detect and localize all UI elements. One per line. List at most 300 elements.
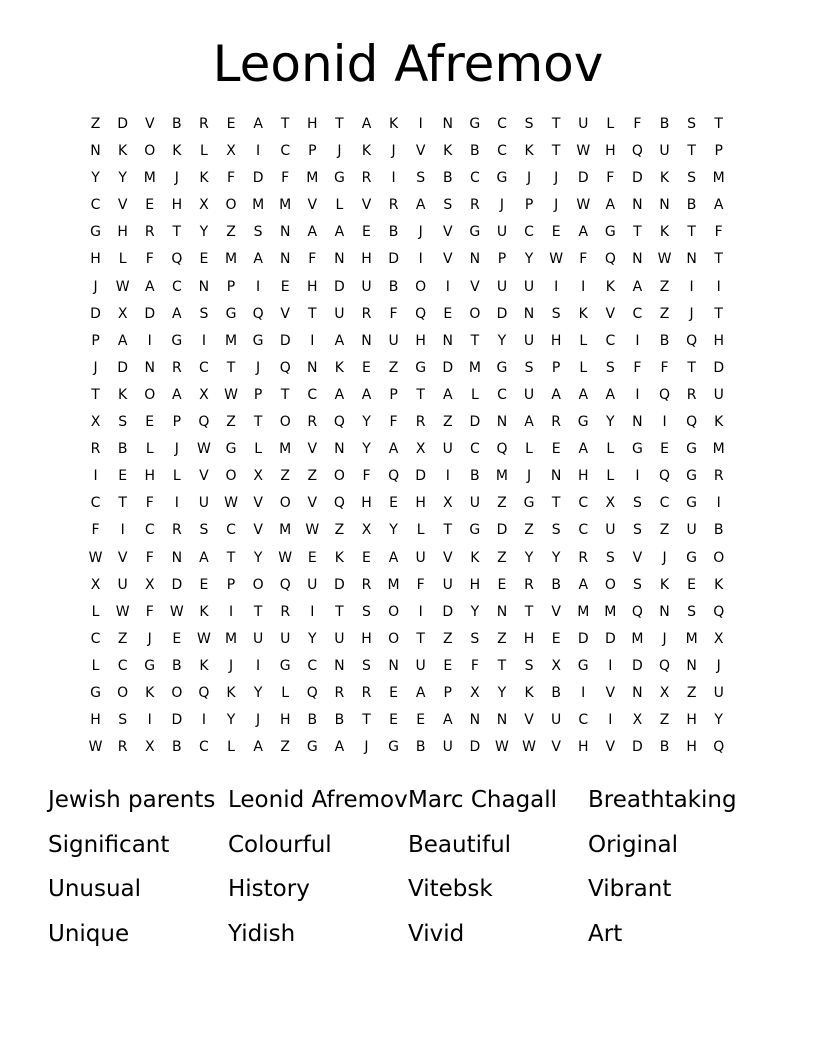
grid-row [82, 328, 742, 355]
grid-letter: S [632, 495, 642, 512]
grid-letter: H [577, 468, 589, 485]
grid-letter: U [280, 630, 291, 647]
grid-letter: X [90, 576, 101, 593]
grid-letter: J [174, 170, 179, 187]
grid-row [82, 165, 742, 192]
grid-letter: M [712, 170, 725, 187]
grid-letter: U [523, 332, 535, 349]
grid-letter: H [144, 468, 155, 485]
grid-letter: E [226, 116, 236, 132]
grid-letter: W [115, 603, 130, 620]
grid-letter: N [550, 468, 562, 485]
grid-letter: S [443, 197, 453, 214]
grid-letter: F [579, 251, 588, 268]
grid-letter: Z [226, 414, 236, 431]
grid-letter: V [442, 224, 453, 241]
grid-letter: H [307, 278, 318, 295]
grid-letter: B [659, 739, 670, 756]
grid-letter: E [362, 549, 371, 566]
grid-letter: G [496, 170, 508, 187]
grid-letter: J [554, 197, 559, 214]
grid-letter: E [389, 495, 398, 512]
grid-letter: K [199, 170, 209, 187]
grid-letter: S [118, 712, 128, 729]
grid-letter: V [605, 684, 616, 701]
grid-letter: K [714, 414, 724, 431]
grid-letter: Q [279, 576, 291, 593]
grid-letter: B [470, 468, 480, 485]
grid-row [82, 653, 742, 680]
grid-letter: S [470, 630, 480, 647]
grid-letter: A [144, 278, 155, 295]
grid-letter: S [605, 549, 615, 566]
grid-letter: N [307, 359, 318, 376]
grid-letter: Q [279, 359, 291, 376]
grid-letter: I [418, 251, 423, 268]
grid-letter: C [307, 386, 318, 403]
grid-letter: K [334, 549, 344, 566]
grid-letter: O [713, 549, 725, 566]
grid-letter: N [496, 414, 508, 431]
grid-letter: Q [415, 305, 427, 322]
grid-letter: G [333, 170, 345, 187]
grid-row [82, 219, 742, 246]
grid-letter: X [442, 495, 453, 512]
grid-letter: W [495, 739, 509, 756]
grid-letter: D [632, 170, 643, 187]
grid-row [82, 517, 742, 544]
grid-letter: M [279, 197, 292, 214]
grid-letter: F [145, 251, 154, 268]
grid-letter: C [199, 739, 209, 756]
grid-row [82, 301, 742, 328]
grid-letter: D [604, 630, 616, 647]
grid-letter: K [470, 549, 480, 566]
grid-letter: S [199, 522, 209, 539]
grid-letter: C [605, 332, 616, 349]
grid-letter: P [91, 332, 100, 349]
grid-letter: Q [496, 441, 508, 458]
grid-letter: Q [659, 657, 671, 674]
grid-letter: Y [362, 441, 371, 458]
grid-letter: E [551, 441, 561, 458]
grid-letter: T [687, 224, 696, 241]
grid-letter: O [415, 278, 427, 295]
grid-letter: R [551, 414, 561, 431]
grid-letter: B [470, 143, 480, 160]
grid-letter: F [145, 549, 154, 566]
grid-row [82, 274, 742, 301]
grid-letter: R [361, 305, 372, 322]
grid-letter: T [308, 305, 317, 322]
grid-letter: L [579, 332, 588, 349]
grid-letter: H [307, 116, 318, 132]
grid-letter: A [551, 386, 561, 403]
grid-letter: I [581, 684, 586, 701]
grid-letter: W [576, 143, 591, 160]
grid-letter: H [361, 630, 372, 647]
grid-letter: Y [606, 414, 615, 431]
grid-letter: R [686, 386, 697, 403]
grid-letter: V [605, 305, 616, 322]
grid-letter: C [90, 197, 101, 214]
grid-letter: Y [524, 251, 534, 268]
grid-letter: Q [631, 603, 643, 620]
grid-letter: V [632, 549, 643, 566]
word-list-item: Yidish [228, 920, 296, 947]
grid-row [82, 246, 742, 273]
grid-letter: U [523, 386, 535, 403]
grid-letter: X [117, 305, 128, 322]
grid-letter: T [172, 224, 182, 241]
grid-letter: A [415, 684, 426, 701]
grid-letter: A [388, 441, 399, 458]
grid-letter: Y [470, 603, 480, 620]
grid-letter: N [686, 251, 697, 268]
grid-letter: N [469, 251, 481, 268]
grid-letter: A [334, 386, 345, 403]
grid-letter: E [307, 549, 317, 566]
grid-letter: W [88, 549, 103, 566]
grid-letter: Y [524, 549, 534, 566]
grid-letter: F [281, 170, 290, 187]
grid-letter: G [171, 332, 183, 349]
grid-letter: Y [199, 224, 209, 241]
grid-letter: J [174, 441, 179, 458]
grid-letter: H [279, 712, 291, 729]
grid-letter: B [388, 224, 399, 241]
grid-letter: T [714, 305, 723, 322]
grid-letter: O [604, 576, 616, 593]
grid-letter: S [551, 522, 561, 539]
grid-letter: C [497, 386, 507, 403]
grid-letter: C [578, 712, 589, 729]
word-list-item: Leonid Afremov [228, 787, 408, 813]
grid-letter: S [199, 305, 209, 322]
grid-letter: N [632, 684, 643, 701]
grid-letter: R [469, 197, 480, 214]
grid-letter: I [310, 332, 315, 349]
grid-letter: G [631, 441, 643, 458]
grid-letter: G [415, 359, 427, 376]
grid-letter: M [631, 630, 644, 647]
grid-letter: N [469, 712, 481, 729]
grid-letter: N [523, 305, 535, 322]
grid-letter: Z [659, 278, 670, 295]
grid-letter: A [605, 386, 616, 403]
grid-letter: O [279, 495, 291, 512]
grid-letter: A [713, 197, 724, 214]
grid-letter: N [632, 414, 643, 431]
grid-letter: D [117, 359, 129, 376]
grid-letter: A [253, 739, 263, 756]
grid-letter: V [524, 712, 534, 729]
grid-letter: X [415, 441, 426, 458]
grid-letter: A [361, 116, 372, 132]
grid-letter: F [633, 359, 642, 376]
grid-letter: S [551, 305, 561, 322]
grid-letter: C [90, 630, 101, 647]
grid-letter: W [224, 386, 238, 403]
grid-letter: L [335, 197, 344, 214]
grid-letter: Q [198, 684, 210, 701]
grid-letter: O [388, 630, 400, 647]
grid-letter: E [145, 414, 155, 431]
grid-letter: X [659, 684, 670, 701]
grid-letter: E [497, 576, 507, 593]
grid-letter: Z [442, 414, 453, 431]
grid-letter: N [659, 197, 670, 214]
grid-letter: W [88, 739, 103, 756]
grid-letter: E [280, 278, 290, 295]
grid-letter: J [228, 657, 234, 674]
grid-letter: U [496, 224, 508, 241]
grid-letter: Q [306, 684, 318, 701]
grid-letter: C [659, 495, 670, 512]
grid-letter: S [605, 359, 615, 376]
grid-letter: L [91, 657, 100, 674]
grid-letter: I [256, 143, 261, 160]
grid-letter: Z [226, 224, 236, 241]
grid-letter: I [418, 603, 423, 620]
grid-letter: I [120, 522, 125, 539]
grid-letter: F [362, 468, 371, 485]
grid-letter: B [117, 441, 128, 458]
grid-letter: S [524, 359, 534, 376]
grid-letter: L [579, 359, 588, 376]
grid-letter: T [118, 495, 127, 512]
grid-letter: Q [713, 739, 725, 756]
grid-letter: N [334, 441, 345, 458]
grid-letter: H [550, 332, 562, 349]
grid-letter: T [91, 386, 100, 403]
grid-letter: X [226, 143, 236, 160]
grid-letter: M [143, 170, 156, 187]
grid-letter: G [279, 657, 291, 674]
grid-letter: T [335, 116, 344, 132]
grid-letter: O [171, 684, 183, 701]
grid-letter: Z [280, 468, 290, 485]
grid-letter: P [253, 386, 263, 403]
grid-letter: W [169, 603, 184, 620]
grid-letter: X [551, 657, 561, 674]
grid-letter: X [144, 739, 155, 756]
grid-letter: M [468, 359, 481, 376]
grid-letter: V [470, 278, 480, 295]
grid-letter: D [279, 332, 291, 349]
grid-letter: Q [252, 305, 264, 322]
grid-letter: N [361, 332, 372, 349]
grid-letter: H [90, 251, 101, 268]
grid-letter: A [632, 278, 643, 295]
grid-letter: M [604, 603, 617, 620]
grid-letter: E [199, 251, 209, 268]
grid-letter: F [91, 522, 100, 539]
grid-letter: K [361, 143, 372, 160]
grid-letter: C [469, 441, 480, 458]
grid-letter: R [415, 414, 426, 431]
grid-letter: P [172, 414, 182, 431]
grid-letter: E [660, 441, 669, 458]
grid-letter: N [171, 549, 183, 566]
grid-letter: O [279, 414, 291, 431]
grid-letter: F [416, 576, 425, 593]
grid-letter: T [687, 143, 696, 160]
grid-letter: V [442, 251, 453, 268]
grid-letter: L [145, 441, 154, 458]
grid-letter: D [334, 278, 345, 295]
grid-letter: G [686, 441, 698, 458]
grid-letter: G [144, 657, 156, 674]
grid-letter: L [254, 441, 263, 458]
grid-letter: D [577, 630, 589, 647]
grid-letter: O [117, 684, 129, 701]
grid-letter: Q [604, 251, 616, 268]
grid-letter: U [442, 441, 453, 458]
grid-letter: L [606, 468, 615, 485]
grid-letter: B [442, 170, 453, 187]
grid-letter: M [224, 630, 238, 647]
grid-letter: P [551, 359, 561, 376]
grid-letter: W [522, 739, 536, 756]
grid-letter: I [635, 332, 640, 349]
grid-letter: Z [90, 116, 101, 132]
grid-letter: J [418, 224, 423, 241]
grid-letter: B [659, 116, 670, 132]
grid-letter: H [171, 197, 183, 214]
grid-letter: K [659, 576, 670, 593]
word-list-item: History [228, 876, 310, 902]
grid-letter: O [144, 386, 156, 403]
grid-letter: I [608, 657, 613, 674]
grid-letter: T [253, 603, 263, 620]
grid-letter: I [716, 495, 721, 512]
grid-letter: R [307, 414, 318, 431]
grid-letter: O [225, 468, 237, 485]
grid-letter: P [226, 278, 236, 295]
grid-letter: U [415, 657, 426, 674]
grid-letter: I [689, 278, 694, 295]
grid-letter: Z [659, 305, 670, 322]
grid-letter: A [361, 386, 372, 403]
grid-letter: T [714, 251, 723, 268]
grid-row [82, 572, 742, 599]
grid-letter: Q [171, 251, 183, 268]
grid-letter: N [279, 224, 291, 241]
grid-letter: U [523, 278, 535, 295]
grid-letter: V [117, 197, 128, 214]
word-list-item: Vivid [408, 920, 465, 947]
grid-letter: R [171, 522, 182, 539]
grid-letter: U [442, 576, 453, 593]
grid-letter: U [659, 143, 670, 160]
word-list-item: Art [588, 920, 623, 947]
grid-letter: W [305, 522, 320, 539]
grid-letter: U [605, 522, 616, 539]
grid-letter: A [442, 386, 453, 403]
grid-letter: E [389, 684, 398, 701]
grid-letter: I [310, 603, 315, 620]
grid-letter: D [415, 468, 427, 485]
grid-letter: K [226, 684, 236, 701]
grid-letter: D [442, 359, 454, 376]
grid-letter: H [90, 712, 101, 729]
grid-letter: G [469, 224, 481, 241]
grid-letter: D [632, 657, 643, 674]
grid-letter: Z [659, 522, 670, 539]
grid-letter: J [391, 143, 396, 160]
grid-letter: K [334, 359, 344, 376]
grid-letter: F [145, 495, 154, 512]
grid-row [82, 192, 742, 219]
grid-letter: U [551, 712, 562, 729]
grid-letter: E [389, 712, 398, 729]
grid-letter: I [635, 468, 640, 485]
grid-letter: G [496, 359, 508, 376]
grid-letter: D [388, 251, 399, 268]
grid-letter: L [118, 251, 127, 268]
grid-letter: F [606, 170, 615, 187]
word-list-item: Vitebsk [408, 876, 493, 902]
grid-letter: V [442, 549, 453, 566]
grid-letter: I [93, 468, 98, 485]
grid-letter: J [364, 739, 369, 756]
grid-letter: O [469, 305, 481, 322]
grid-letter: V [199, 468, 209, 485]
grid-letter: D [632, 739, 643, 756]
grid-letter: J [662, 630, 667, 647]
grid-letter: B [686, 197, 697, 214]
grid-letter: Q [333, 495, 345, 512]
grid-letter: B [713, 522, 724, 539]
grid-letter: U [307, 576, 318, 593]
grid-letter: A [524, 414, 534, 431]
grid-letter: E [118, 468, 128, 485]
grid-letter: M [279, 522, 292, 539]
grid-letter: F [389, 414, 398, 431]
grid-letter: U [334, 630, 345, 647]
grid-row [82, 138, 742, 165]
grid-letter: P [389, 386, 398, 403]
grid-letter: K [118, 386, 128, 403]
grid-letter: G [686, 549, 698, 566]
grid-letter: T [280, 116, 290, 132]
grid-letter: I [147, 332, 152, 349]
grid-letter: A [172, 386, 182, 403]
grid-letter: T [551, 143, 561, 160]
grid-letter: G [577, 657, 589, 674]
grid-letter: G [523, 495, 535, 512]
grid-letter: V [253, 495, 263, 512]
grid-letter: Z [497, 549, 507, 566]
grid-letter: Q [686, 332, 698, 349]
grid-letter: V [551, 739, 561, 756]
word-list-item: Colourful [228, 831, 332, 858]
grid-letter: S [118, 414, 128, 431]
grid-letter: T [687, 359, 696, 376]
grid-letter: P [443, 684, 452, 701]
grid-row [82, 355, 742, 382]
grid-letter: A [578, 386, 589, 403]
grid-letter: D [171, 712, 183, 729]
grid-letter: B [659, 332, 670, 349]
grid-letter: C [469, 170, 480, 187]
grid-letter: P [308, 143, 317, 160]
grid-letter: A [334, 739, 345, 756]
grid-letter: T [226, 549, 236, 566]
grid-letter: S [416, 170, 426, 187]
grid-letter: G [388, 739, 399, 756]
